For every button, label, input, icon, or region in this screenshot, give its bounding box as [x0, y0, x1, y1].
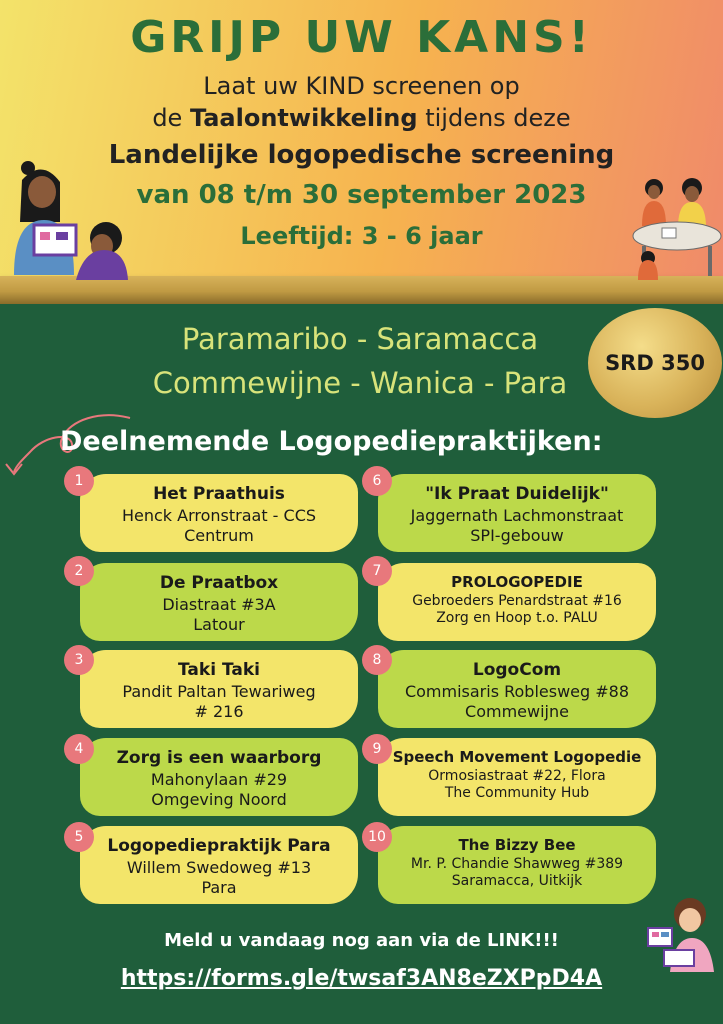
price-seal [588, 308, 722, 418]
practice-address-2: Omgeving Noord [151, 790, 287, 809]
practice-number-badge: 6 [362, 466, 392, 496]
intro-line-2-suffix: tijdens deze [417, 104, 571, 132]
regions-line-1: Paramaribo - Saramacca [181, 322, 539, 356]
practice-number-badge: 5 [64, 822, 94, 852]
practice-card-3 [80, 650, 358, 728]
practice-card-1 [80, 474, 358, 552]
practice-address: Commisaris Roblesweg #88 [404, 682, 630, 701]
practice-name: Logopediepraktijk Para [107, 836, 331, 856]
practice-name: Taki Taki [178, 660, 260, 680]
practice-name: Speech Movement Logopedie [392, 748, 642, 766]
screening-dates: van 08 t/m 30 september 2023 [136, 180, 587, 210]
practice-name: Het Praathuis [153, 484, 285, 504]
practice-address: Mr. P. Chandie Shawweg #389 [410, 856, 624, 872]
practice-card-5 [80, 826, 358, 904]
practice-address-2: The Community Hub [444, 785, 590, 801]
screening-name: Landelijke logopedische screening [108, 140, 615, 170]
practice-address-2: Para [201, 878, 237, 897]
practice-address: Mahonylaan #29 [150, 770, 288, 789]
practice-number-badge: 2 [64, 556, 94, 586]
practice-address-2: Latour [193, 615, 245, 634]
wooden-shelf [0, 276, 723, 304]
practice-card-2 [80, 563, 358, 641]
intro-line-2-bold: Taalontwikkeling [189, 104, 418, 132]
practice-name: "Ik Praat Duidelijk" [425, 484, 609, 504]
practice-address-2: Zorg en Hoop t.o. PALU [436, 610, 598, 626]
practice-name: PROLOGOPEDIE [451, 573, 583, 591]
practices-heading: Deelnemende Logopediepraktijken: [60, 426, 603, 457]
practice-number-badge: 1 [64, 466, 94, 496]
practice-address-2: Saramacca, Uitkijk [451, 873, 583, 889]
practice-address-2: # 216 [194, 702, 244, 721]
practice-name: The Bizzy Bee [458, 836, 576, 854]
practice-card-7 [378, 563, 656, 641]
practice-address: Ormosiastraat #22, Flora [428, 768, 606, 784]
practice-address-2: Centrum [184, 526, 254, 545]
practice-number-badge: 10 [362, 822, 392, 852]
regions-line-2: Commewijne - Wanica - Para [152, 366, 568, 400]
practice-number-badge: 4 [64, 734, 94, 764]
practice-number-badge: 3 [64, 645, 94, 675]
kids-table-illustration [632, 176, 722, 280]
practice-address-2: SPI-gebouw [470, 526, 564, 545]
signup-link[interactable]: https://forms.gle/twsaf3AN8eZXPpD4A [120, 966, 603, 991]
practice-address: Gebroeders Penardstraat #16 [412, 593, 622, 609]
practice-number-badge: 7 [362, 556, 392, 586]
practice-address-2: Commewijne [465, 702, 569, 721]
page-title: GRIJP UW KANS! [130, 12, 593, 63]
intro-line-1: Laat uw KIND screenen op [203, 72, 520, 100]
practice-address: Jaggernath Lachmonstraat [410, 506, 624, 525]
practice-number-badge: 8 [362, 645, 392, 675]
practice-name: LogoCom [472, 660, 562, 680]
practice-card-9 [378, 738, 656, 816]
intro-line-2-prefix: de [152, 104, 190, 132]
practice-address: Willem Swedoweg #13 [126, 858, 312, 877]
practice-address: Pandit Paltan Tewariweg [122, 682, 316, 701]
practice-name: Zorg is een waarborg [116, 748, 322, 768]
practice-name: De Praatbox [159, 573, 279, 593]
mother-child-illustration [4, 150, 134, 280]
price-label: SRD 350 [605, 351, 705, 375]
practice-address: Diastraat #3A [162, 595, 276, 614]
practice-card-8 [378, 650, 656, 728]
practice-card-4 [80, 738, 358, 816]
age-range: Leeftijd: 3 - 6 jaar [240, 222, 483, 250]
practice-card-6 [378, 474, 656, 552]
practice-address: Henck Arronstraat - CCS [121, 506, 317, 525]
signup-cta: Meld u vandaag nog aan via de LINK!!! [164, 930, 559, 951]
intro-line-2 [0, 104, 723, 132]
practice-card-10 [378, 826, 656, 904]
practice-number-badge: 9 [362, 734, 392, 764]
